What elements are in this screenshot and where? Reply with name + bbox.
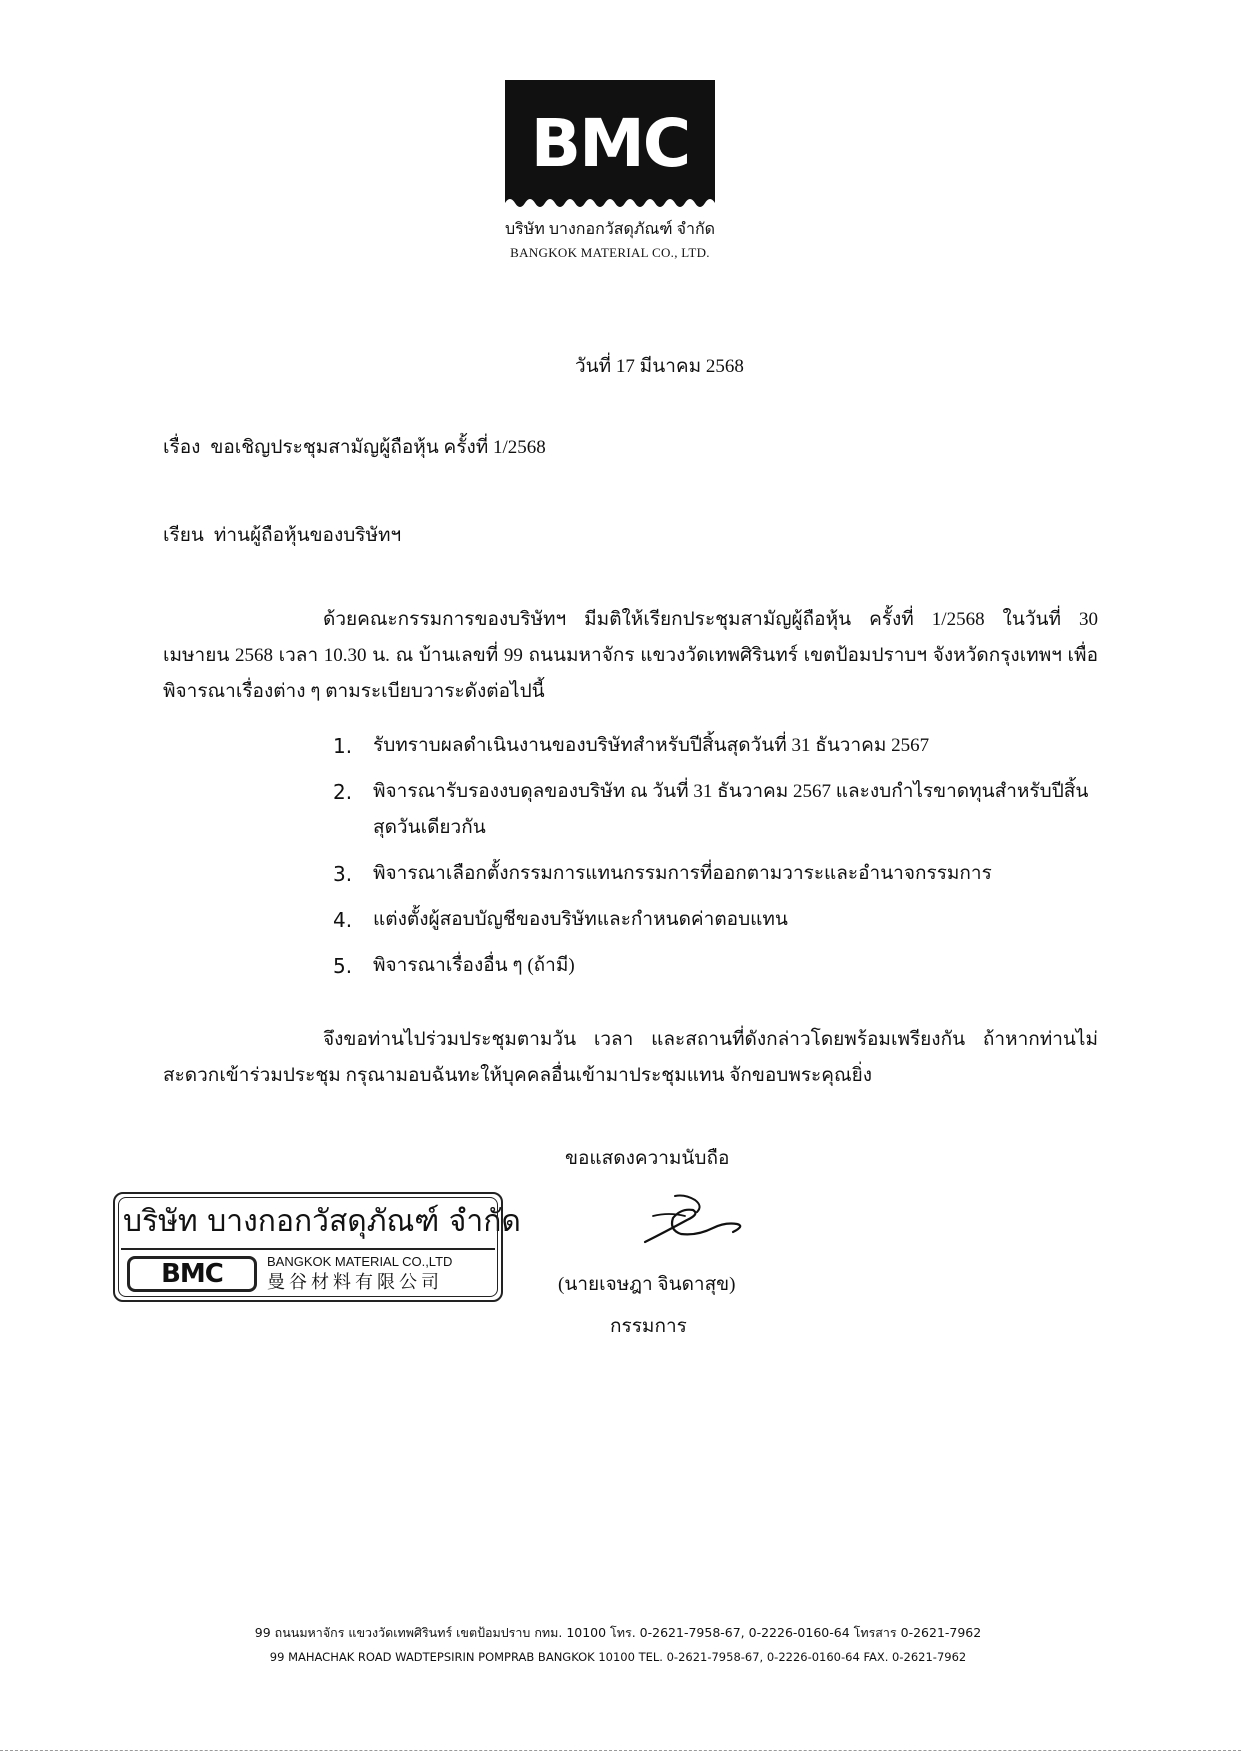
company-stamp bbox=[113, 1192, 521, 1302]
logo-wave-edge bbox=[505, 195, 715, 210]
agenda-list bbox=[333, 728, 1103, 994]
body-paragraph-1 bbox=[163, 602, 1098, 710]
agenda-item-number: 4. bbox=[333, 908, 353, 932]
scan-bottom-edge bbox=[0, 1750, 1241, 1751]
subject-line bbox=[163, 435, 546, 461]
recipient-text: ท่านผู้ถือหุ้นของบริษัทฯ bbox=[213, 525, 402, 546]
agenda-item bbox=[333, 856, 1103, 892]
agenda-item bbox=[333, 728, 1103, 764]
agenda-item bbox=[333, 902, 1103, 938]
body-paragraph-2-text: จึงขอท่านไปร่วมประชุมตามวัน เวลา และสถานที่ดังกล่าวโดยพร้อมเพรียงกัน ถ้าหากท่านไม่สะดวกเข้าร่วมประชุม กรุณามอบฉันทะให้บุคคลอื่นเข้ามาประชุมแทน จักขอบพระคุณยิ่ง bbox=[163, 1029, 1098, 1086]
agenda-item-number: 3. bbox=[333, 862, 353, 886]
letter-date: วันที่ 17 มีนาคม 2568 bbox=[575, 356, 744, 377]
body-paragraph-1-text: ด้วยคณะกรรมการของบริษัทฯ มีมติให้เรียกประชุมสามัญผู้ถือหุ้น ครั้งที่ 1/2568 ในวันที่ 30 เมษายน 2568 เวลา 10.30 น. ณ บ้านเลขที่ 99 ถนนมหาจักร แขวงวัดเทพศิรินทร์ เขตป้อมปราบฯ จังหวัดกรุงเทพฯ เพื่อพิจารณาเรื่องต่าง ๆ ตามระเบียบวาระดังต่อไปนี้ bbox=[163, 609, 1098, 702]
agenda-item-text: พิจารณาเลือกตั้งกรรมการแทนกรรมการที่ออกตามวาระและอำนาจกรรมการ bbox=[373, 863, 992, 884]
agenda-item-number: 2. bbox=[333, 780, 353, 804]
stamp-name-english: BANGKOK MATERIAL CO.,LTD bbox=[267, 1254, 453, 1269]
handwritten-signature bbox=[625, 1190, 755, 1260]
logo-text: BMC bbox=[530, 105, 690, 182]
signer-title: กรรมการ bbox=[610, 1316, 687, 1337]
recipient-label: เรียน bbox=[163, 525, 204, 546]
closing-line: ขอแสดงความนับถือ bbox=[565, 1148, 730, 1169]
agenda-item-text: แต่งตั้งผู้สอบบัญชีของบริษัทและกำหนดค่าตอบแทน bbox=[373, 909, 788, 930]
company-name-english: BANGKOK MATERIAL CO., LTD. bbox=[510, 245, 710, 260]
subject-label: เรื่อง bbox=[163, 437, 201, 458]
agenda-item-number: 5. bbox=[333, 954, 353, 978]
stamp-divider bbox=[121, 1248, 495, 1250]
footer-address-english: 99 MAHACHAK ROAD WADTEPSIRIN POMPRAB BANGKOK 10100 TEL. 0-2621-7958-67, 0-2226-0160-64 FAX. 0-2621-7962 bbox=[269, 1650, 967, 1664]
recipient-line bbox=[163, 523, 401, 549]
subject-text: ขอเชิญประชุมสามัญผู้ถือหุ้น ครั้งที่ 1/2568 bbox=[210, 437, 546, 458]
agenda-item-text: รับทราบผลดำเนินงานของบริษัทสำหรับปีสิ้นสุดวันที่ 31 ธันวาคม 2567 bbox=[373, 735, 930, 756]
logo-block bbox=[505, 80, 715, 210]
body-paragraph-2 bbox=[163, 1022, 1098, 1094]
signer-name: (นายเจษฎา จินดาสุข) bbox=[558, 1274, 736, 1295]
company-logo bbox=[505, 80, 715, 210]
agenda-item-number: 1. bbox=[333, 734, 353, 758]
stamp-name-thai: บริษัท บางกอกวัสดุภัณฑ์ จำกัด bbox=[123, 1204, 521, 1239]
agenda-item-text: พิจารณารับรองงบดุลของบริษัท ณ วันที่ 31 ธันวาคม 2567 และงบกำไรขาดทุนสำหรับปีสิ้นสุดวันเดียวกัน bbox=[373, 781, 1089, 838]
stamp-logo: BMC bbox=[127, 1256, 257, 1292]
stamp-name-chinese: 曼谷材料有限公司 bbox=[267, 1272, 443, 1293]
agenda-item bbox=[333, 774, 1103, 846]
agenda-item-text: พิจารณาเรื่องอื่น ๆ (ถ้ามี) bbox=[373, 955, 575, 976]
agenda-item bbox=[333, 948, 1103, 984]
footer-address-thai: 99 ถนนมหาจักร แขวงวัดเทพศิรินทร์ เขตป้อมปราบ กทม. 10100 โทร. 0-2621-7958-67, 0-2226-0160-64 โทรสาร 0-2621-7962 bbox=[254, 1625, 982, 1640]
company-name-thai: บริษัท บางกอกวัสดุภัณฑ์ จำกัด bbox=[504, 221, 716, 238]
